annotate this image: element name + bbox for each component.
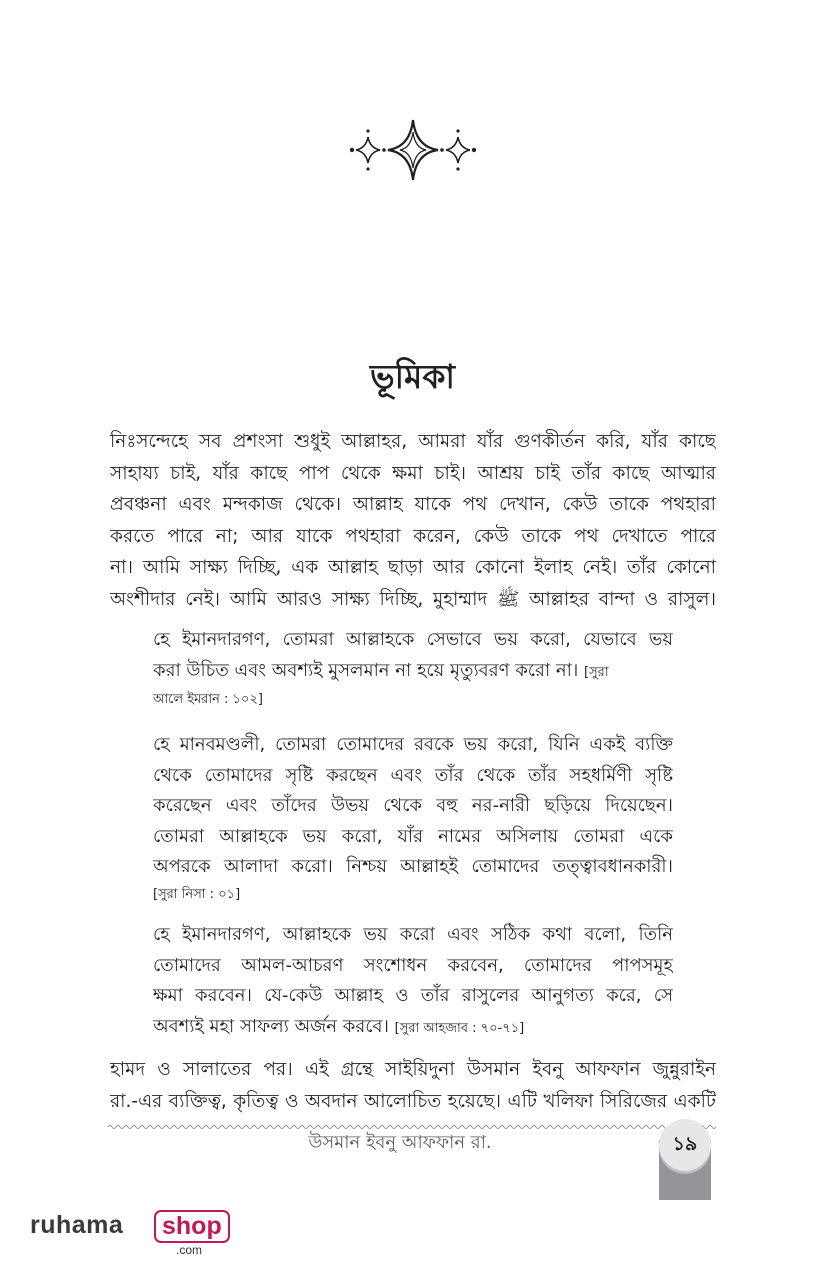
ruhamashop-logo [30, 1208, 230, 1268]
quote-line: করেছেন এবং তাঁদের উভয় থেকে বহু নর-নারী ছড়িয়ে দিয়েছেন। [153, 795, 673, 816]
quote-line [153, 1012, 673, 1045]
intro-line: করতে পারে না; আর যাকে পথহারা করেন, কেউ তাকে পথ দেখাতে পারে [110, 525, 716, 547]
quote-text: অবশ্যই মহা সাফল্য অর্জন করবে। [153, 1015, 389, 1037]
quote-reference: [সুরা নিসা : ০১] [153, 886, 241, 902]
logo-shop-text: shop [154, 1210, 230, 1243]
quote-line: থেকে তোমাদের সৃষ্টি করছেন এবং তাঁর থেকে তাঁর সহধর্মিণী সৃষ্টি [153, 764, 673, 786]
intro-line: অংশীদার নেই। আমি আরও সাক্ষ্য দিচ্ছি, মুহাম্মাদ ﷺ আল্লাহর বান্দা ও রাসুল। [110, 588, 716, 610]
intro-line: প্রবঞ্চনা এবং মন্দকাজ থেকে। আল্লাহ যাকে পথ দেখান, কেউ তাকে পথহারা [110, 494, 716, 515]
quote-line: হে ইমানদারগণ, তোমরা আল্লাহকে সেভাবে ভয় করো, যেভাবে ভয় [153, 629, 673, 650]
quran-quote-2 [153, 730, 673, 907]
logo-brand-text: ruhama [30, 1211, 124, 1239]
logo-domain-text: .com [176, 1243, 203, 1257]
page-number: ১৯ [672, 1133, 698, 1155]
closing-line: হামদ ও সালাতের পর। এই গ্রন্থে সাইয়িদুনা উসমান ইবনু আফফান জুন্নুরাইন [110, 1059, 716, 1080]
quote-line: তোমরা আল্লাহকে ভয় করো, যাঁর নামের অসিলায় তোমরা একে [153, 825, 673, 847]
intro-line: নিঃসন্দেহে সব প্রশংসা শুধুই আল্লাহর, আমরা যাঁর গুণকীর্তন করি, যাঁর কাছে [110, 431, 716, 452]
quote-line: হে মানবমণ্ডলী, তোমরা তোমাদের রবকে ভয় করো, যিনি একই ব্যক্তি [153, 734, 673, 755]
quote-reference: [সুরা [584, 664, 609, 680]
intro-line: সাহায্য চাই, যাঁর কাছে পাপ থেকে ক্ষমা চাই। আশ্রয় চাই তাঁর কাছে আত্মার [110, 462, 716, 484]
quote-reference: আলে ইমরান : ১০২] [153, 692, 263, 707]
closing-paragraph [110, 1054, 716, 1117]
quote-line: তোমাদের আমল-আচরণ সংশোধন করবেন, তোমাদের পাপসমূহ [153, 954, 673, 976]
star-ornament-icon [350, 118, 476, 182]
closing-line: রা.-এর ব্যক্তিত্ব, কৃতিত্ব ও অবদান আলোচিত হয়েছে। এটি খলিফা সিরিজের একটি [110, 1090, 716, 1112]
quote-line: ক্ষমা করবেন। যে-কেউ আল্লাহ ও তাঁর রাসুলের আনুগত্য করে, সে [153, 985, 673, 1006]
quote-line: হে ইমানদারগণ, আল্লাহকে ভয় করো এবং সঠিক কথা বলো, তিনি [153, 924, 673, 945]
intro-paragraph [110, 426, 716, 615]
quote-text: করা উচিত এবং অবশ্যই মুসলমান না হয়ে মৃত্যুবরণ করো না। [153, 659, 579, 681]
quran-quote-3 [153, 920, 673, 1044]
footer-book-title: উসমান ইবনু আফফান রা. [308, 1132, 492, 1153]
quote-reference: [সুরা আহজাব : ৭০-৭১] [394, 1020, 525, 1036]
quran-quote-1 [153, 625, 673, 712]
quote-line [153, 656, 673, 689]
quote-line: অপরকে আলাদা করো। নিশ্চয় আল্লাহই তোমাদের তত্ত্বাবধানকারী। [153, 856, 673, 877]
page-title: ভূমিকা [369, 357, 455, 396]
intro-line: না। আমি সাক্ষ্য দিচ্ছি, এক আল্লাহ ছাড়া আর কোনো ইলাহ নেই। তাঁর কোনো [110, 557, 716, 578]
